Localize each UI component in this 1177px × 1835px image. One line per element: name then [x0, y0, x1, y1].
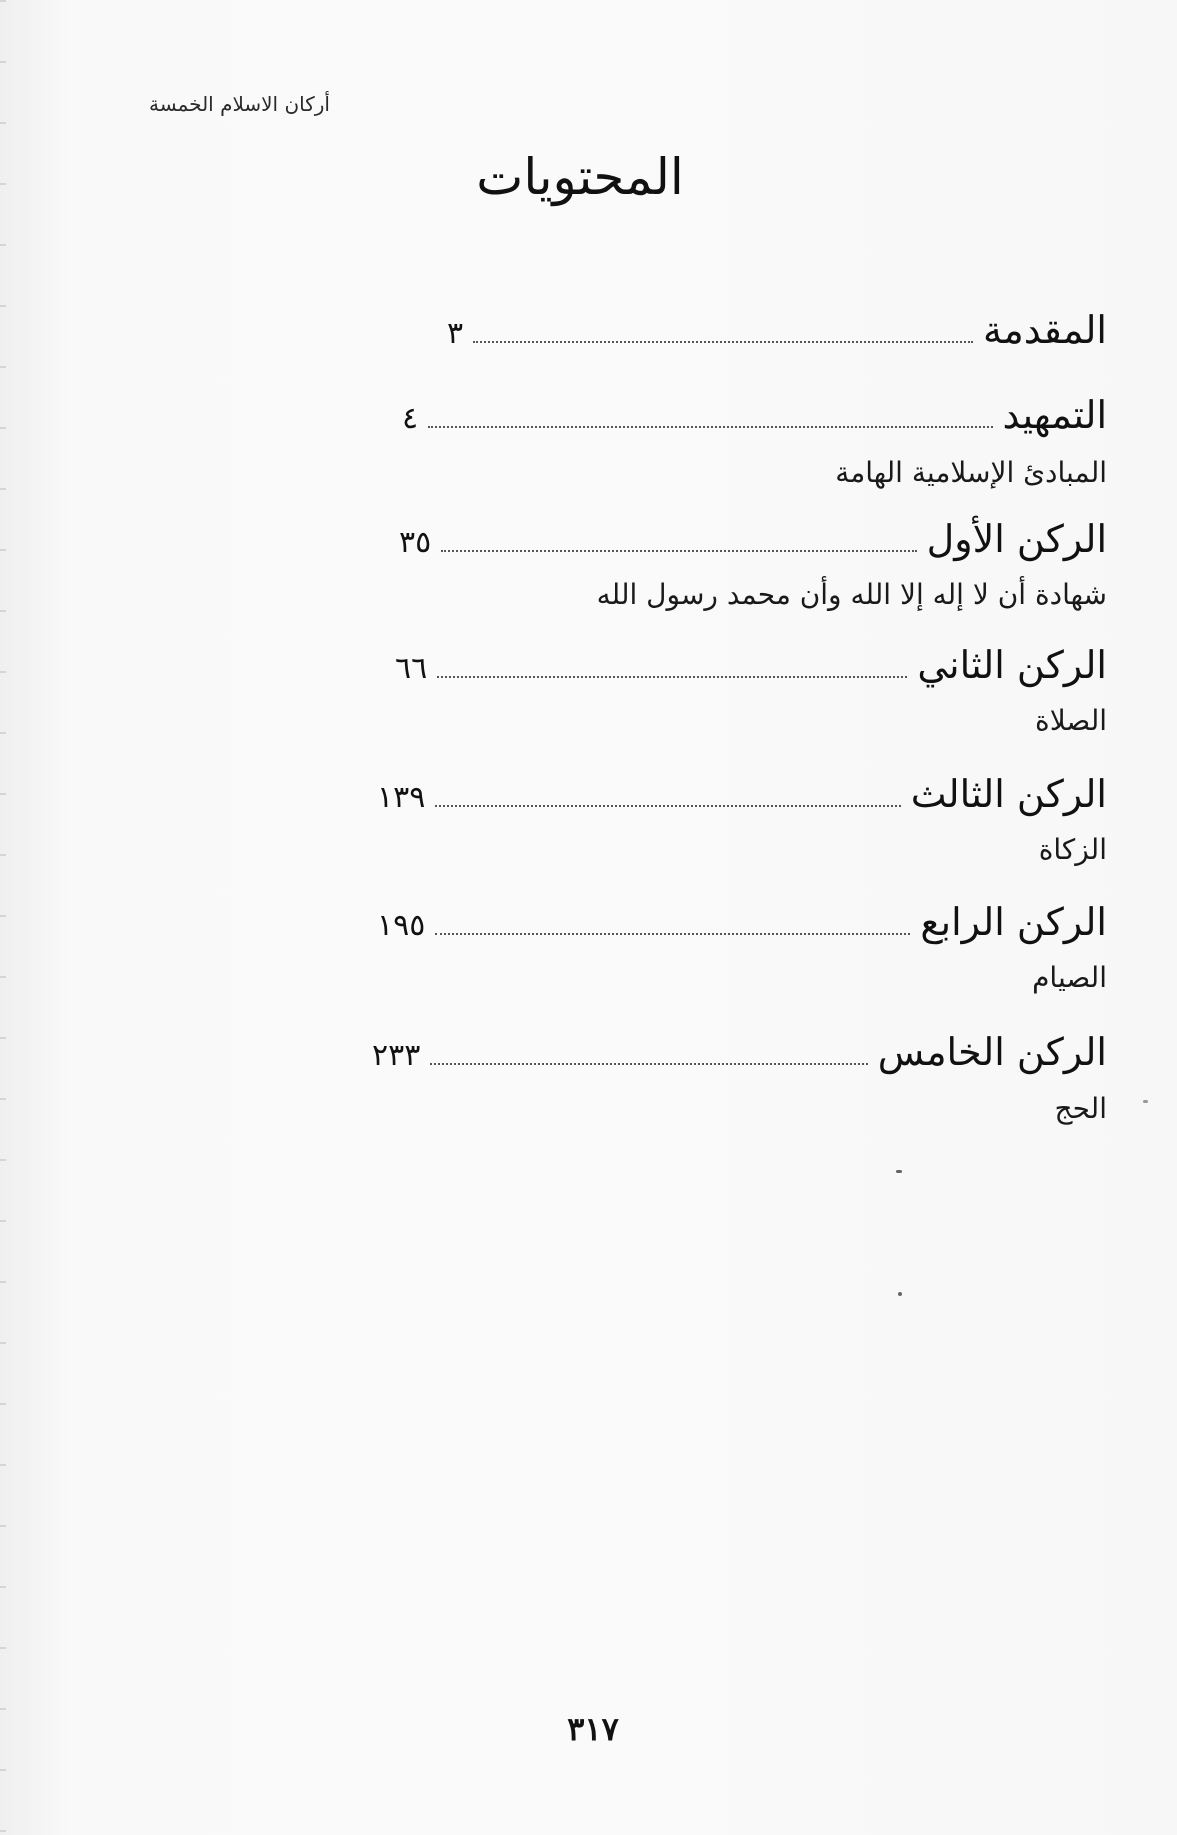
dot-leader: [441, 549, 916, 552]
print-speck: [898, 1292, 902, 1296]
toc-entry-preface: [402, 393, 1107, 437]
toc-entry-subtitle: الصيام: [1032, 961, 1107, 994]
dot-leader: [430, 1062, 867, 1065]
toc-entry-subtitle: الصلاة: [1035, 704, 1107, 737]
toc-page-number: ١٣٩: [377, 780, 426, 815]
toc-page-number: ٣٥: [399, 525, 432, 560]
toc-entry-second-pillar: [395, 643, 1107, 687]
toc-entry-title: التمهيد: [1002, 393, 1107, 437]
toc-page-number: ٢٣٣: [372, 1038, 421, 1073]
toc-entry-title: الركن الخامس: [877, 1030, 1107, 1074]
toc-entry-title: الركن الأول: [926, 517, 1107, 561]
print-speck: [1143, 1100, 1148, 1103]
contents-title: المحتويات: [476, 148, 684, 206]
dot-leader: [435, 804, 900, 807]
running-header: أركان الاسلام الخمسة: [149, 92, 330, 116]
toc-entry-subtitle: شهادة أن لا إله إلا الله وأن محمد رسول الله: [596, 578, 1107, 611]
toc-page-number: ٦٦: [395, 651, 428, 686]
print-speck: [896, 1170, 902, 1173]
toc-entry-title: الركن الثاني: [917, 643, 1107, 687]
dot-leader: [473, 340, 973, 343]
toc-entry-fifth-pillar: [372, 1030, 1107, 1074]
dot-leader: [428, 425, 992, 428]
toc-entry-fourth-pillar: [377, 900, 1107, 944]
toc-entry-introduction: [447, 308, 1107, 352]
toc-entry-subtitle: المبادئ الإسلامية الهامة: [835, 456, 1107, 489]
dot-leader: [435, 932, 910, 935]
toc-entry-title: الركن الثالث: [910, 772, 1107, 816]
page-number: ٣١٧: [567, 1710, 619, 1748]
toc-entry-first-pillar: [399, 517, 1107, 561]
toc-entry-title: الركن الرابع: [920, 900, 1107, 944]
toc-entry-title: المقدمة: [982, 308, 1107, 352]
dot-leader: [437, 675, 907, 678]
toc-page-number: ٣: [447, 316, 464, 351]
toc-entry-subtitle: الزكاة: [1038, 833, 1107, 866]
toc-entry-third-pillar: [377, 772, 1107, 816]
toc-entry-subtitle: الحج: [1054, 1092, 1107, 1125]
toc-page-number: ٤: [402, 401, 419, 436]
page-edge-marks: [0, 0, 6, 1835]
toc-page-number: ١٩٥: [377, 908, 426, 943]
